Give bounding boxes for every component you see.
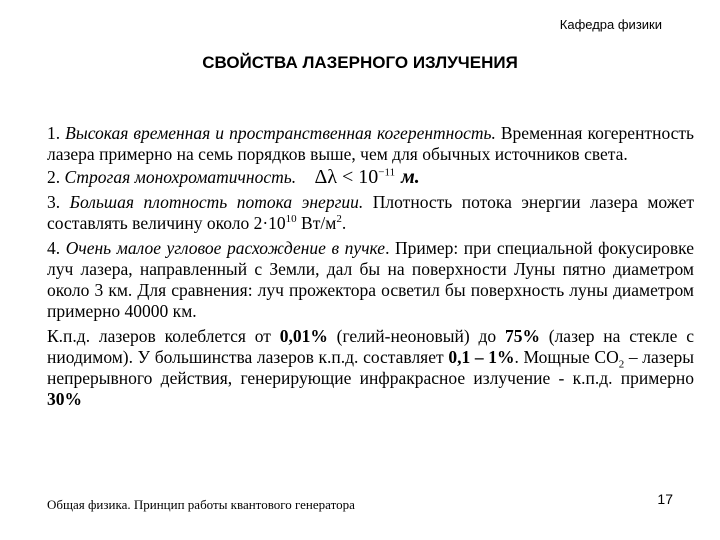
item-text: . Пример: при специальной фокусировке луч лазера, направленный с Земли, дал бы на поверхности Луны пятно диаметром около 3 км. Для сравнения: луч прожектора осветил бы поверхность луны диаметром примерно 40000 км. bbox=[47, 238, 695, 321]
formula-unit: м. bbox=[401, 166, 420, 188]
item-heading: Высокая временная и пространственная когерентность. bbox=[65, 123, 496, 143]
efficiency-value: 0,1 – 1% bbox=[448, 347, 515, 367]
item-energy-density bbox=[47, 192, 694, 234]
power-exponent: 10 bbox=[285, 213, 297, 226]
item-text: Временная когерентность лазера примерно на семь порядков выше, чем для обычных источников света. bbox=[47, 123, 695, 164]
formula-expression: Δλ < 10 bbox=[314, 166, 379, 188]
item-number: 1. bbox=[47, 123, 61, 143]
item-number: 2. bbox=[47, 167, 61, 187]
efficiency-value: 75% bbox=[504, 326, 540, 346]
page-number: 17 bbox=[657, 491, 673, 507]
unit-text: Вт/м bbox=[301, 213, 337, 233]
content-body bbox=[47, 123, 694, 410]
efficiency-text: (гелий-неоновый) до bbox=[327, 326, 505, 346]
efficiency-text: К.п.д. лазеров колеблется от bbox=[47, 326, 280, 346]
item-text: Плотность потока энергии лазера может составлять величину около 2·10 bbox=[47, 192, 695, 233]
efficiency-text: (лазер на стекле с ниодимом). У большинства лазеров к.п.д. составляет bbox=[47, 326, 695, 367]
efficiency-text: – лазеры непрерывного действия, генерирующие инфракрасное излучение - к.п.д. примерно bbox=[47, 347, 694, 388]
item-monochromaticity bbox=[47, 167, 694, 188]
unit-exponent: 2 bbox=[336, 213, 342, 226]
efficiency-text: . Мощные СО bbox=[514, 347, 619, 367]
footer-caption: Общая физика. Принцип работы квантового генератора bbox=[47, 497, 355, 512]
item-heading: Большая плотность потока энергии. bbox=[69, 192, 364, 212]
item-number: 4. bbox=[47, 238, 61, 258]
efficiency-value: 30% bbox=[47, 389, 82, 409]
department-label: Кафедра физики bbox=[559, 17, 662, 32]
page-title: СВОЙСТВА ЛАЗЕРНОГО ИЗЛУЧЕНИЯ bbox=[202, 53, 518, 72]
item-number: 3. bbox=[47, 192, 61, 212]
efficiency-paragraph bbox=[47, 326, 694, 410]
co2-subscript: 2 bbox=[618, 358, 625, 371]
item-heading: Строгая монохроматичность. bbox=[64, 167, 297, 187]
formula-exponent: −11 bbox=[378, 166, 396, 179]
sentence-end: . bbox=[341, 213, 347, 233]
item-coherence bbox=[47, 123, 694, 165]
item-heading: Очень малое угловое расхождение в пучке bbox=[65, 238, 386, 258]
bandwidth-formula bbox=[314, 167, 419, 188]
efficiency-value: 0,01% bbox=[279, 326, 328, 346]
item-divergence bbox=[47, 238, 694, 322]
